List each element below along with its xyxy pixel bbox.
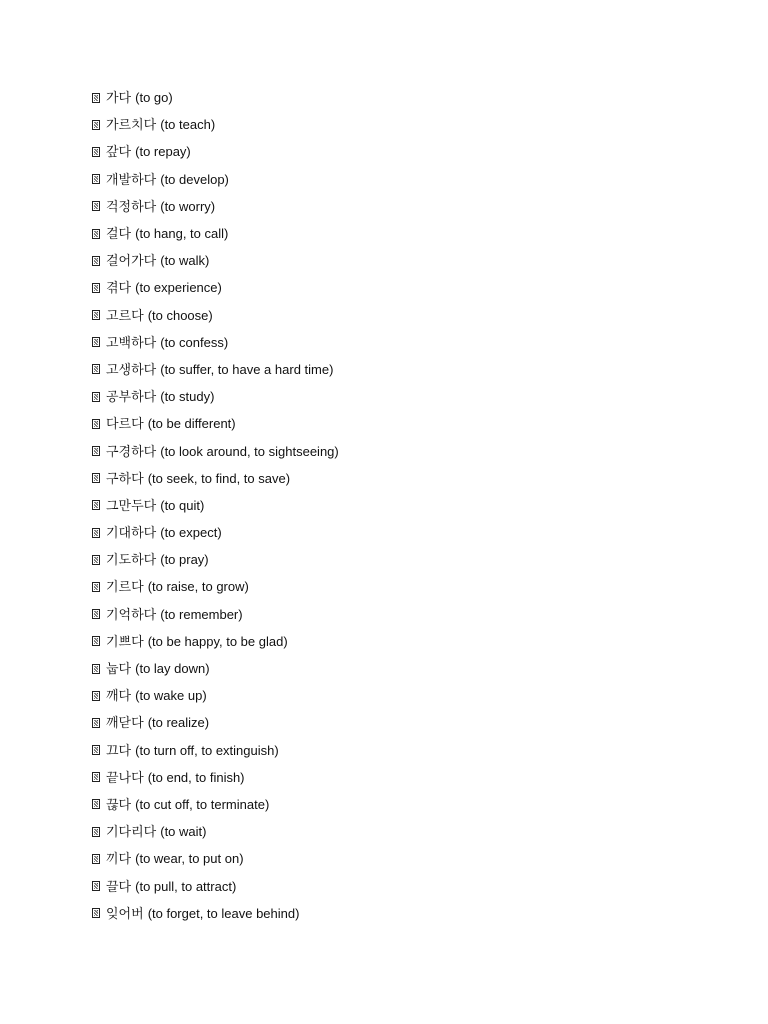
korean-term: 기르다 [106, 579, 144, 595]
korean-term: 끝나다 [106, 769, 144, 785]
english-gloss: (to end, to finish) [147, 769, 245, 785]
english-gloss: (to walk) [160, 253, 210, 269]
korean-term: 잊어버 [106, 905, 144, 921]
korean-term: 갚다 [106, 144, 132, 160]
missing-glyph-bullet-icon [92, 582, 100, 592]
korean-term: 고르다 [106, 307, 144, 323]
korean-term: 고백하다 [106, 334, 157, 350]
korean-term: 구경하다 [106, 443, 157, 459]
korean-term: 가르치다 [106, 117, 157, 133]
list-item [92, 546, 339, 573]
korean-term: 겪다 [106, 280, 132, 296]
korean-term: 구하다 [106, 470, 144, 486]
english-gloss: (to choose) [147, 307, 213, 323]
english-gloss: (to realize) [147, 715, 210, 731]
missing-glyph-bullet-icon [92, 446, 100, 456]
english-gloss: (to hang, to call) [135, 226, 229, 242]
korean-term: 기도하다 [106, 552, 157, 568]
english-gloss: (to wake up) [135, 688, 207, 704]
list-item [92, 410, 339, 437]
korean-term: 기쁘다 [106, 633, 144, 649]
list-item [92, 900, 339, 927]
list-item [92, 247, 339, 274]
list-item [92, 166, 339, 193]
english-gloss: (to suffer, to have a hard time) [160, 361, 334, 377]
korean-term: 끄다 [106, 742, 132, 758]
list-item [92, 356, 339, 383]
missing-glyph-bullet-icon [92, 664, 100, 674]
english-gloss: (to look around, to sightseeing) [160, 443, 339, 459]
korean-term: 기대하다 [106, 525, 157, 541]
missing-glyph-bullet-icon [92, 310, 100, 320]
list-item [92, 383, 339, 410]
korean-term: 걱정하다 [106, 198, 157, 214]
english-gloss: (to raise, to grow) [147, 579, 249, 595]
missing-glyph-bullet-icon [92, 337, 100, 347]
english-gloss: (to go) [135, 90, 173, 106]
list-item [92, 138, 339, 165]
english-gloss: (to forget, to leave behind) [147, 905, 300, 921]
list-item [92, 709, 339, 736]
korean-term: 걸다 [106, 226, 132, 242]
english-gloss: (to pull, to attract) [135, 878, 237, 894]
missing-glyph-bullet-icon [92, 392, 100, 402]
list-item [92, 791, 339, 818]
english-gloss: (to be different) [147, 416, 236, 432]
english-gloss: (to pray) [160, 552, 209, 568]
missing-glyph-bullet-icon [92, 799, 100, 809]
korean-term: 걸어가다 [106, 253, 157, 269]
vocabulary-list [92, 84, 339, 927]
list-item [92, 220, 339, 247]
missing-glyph-bullet-icon [92, 528, 100, 538]
korean-term: 깨닫다 [106, 715, 144, 731]
missing-glyph-bullet-icon [92, 473, 100, 483]
korean-term: 눕다 [106, 661, 132, 677]
list-item [92, 628, 339, 655]
list-item [92, 465, 339, 492]
english-gloss: (to experience) [135, 280, 222, 296]
english-gloss: (to cut off, to terminate) [135, 796, 270, 812]
missing-glyph-bullet-icon [92, 881, 100, 891]
korean-term: 공부하다 [106, 389, 157, 405]
missing-glyph-bullet-icon [92, 364, 100, 374]
missing-glyph-bullet-icon [92, 691, 100, 701]
list-item [92, 601, 339, 628]
list-item [92, 84, 339, 111]
missing-glyph-bullet-icon [92, 908, 100, 918]
missing-glyph-bullet-icon [92, 120, 100, 130]
list-item [92, 682, 339, 709]
missing-glyph-bullet-icon [92, 229, 100, 239]
missing-glyph-bullet-icon [92, 174, 100, 184]
missing-glyph-bullet-icon [92, 201, 100, 211]
missing-glyph-bullet-icon [92, 93, 100, 103]
list-item [92, 193, 339, 220]
list-item [92, 655, 339, 682]
missing-glyph-bullet-icon [92, 854, 100, 864]
list-item [92, 329, 339, 356]
korean-term: 끌다 [106, 878, 132, 894]
korean-term: 깨다 [106, 688, 132, 704]
missing-glyph-bullet-icon [92, 718, 100, 728]
missing-glyph-bullet-icon [92, 256, 100, 266]
list-item [92, 274, 339, 301]
english-gloss: (to wear, to put on) [135, 851, 244, 867]
korean-term: 끊다 [106, 796, 132, 812]
korean-term: 기다리다 [106, 824, 157, 840]
list-item [92, 437, 339, 464]
english-gloss: (to expect) [160, 525, 222, 541]
english-gloss: (to be happy, to be glad) [147, 633, 288, 649]
english-gloss: (to wait) [160, 824, 207, 840]
korean-term: 개발하다 [106, 171, 157, 187]
missing-glyph-bullet-icon [92, 500, 100, 510]
english-gloss: (to develop) [160, 171, 229, 187]
korean-term: 끼다 [106, 851, 132, 867]
korean-term: 그만두다 [106, 497, 157, 513]
missing-glyph-bullet-icon [92, 609, 100, 619]
english-gloss: (to remember) [160, 606, 243, 622]
list-item [92, 845, 339, 872]
missing-glyph-bullet-icon [92, 283, 100, 293]
list-item [92, 111, 339, 138]
missing-glyph-bullet-icon [92, 636, 100, 646]
korean-term: 가다 [106, 90, 132, 106]
missing-glyph-bullet-icon [92, 772, 100, 782]
english-gloss: (to lay down) [135, 661, 210, 677]
missing-glyph-bullet-icon [92, 147, 100, 157]
english-gloss: (to worry) [160, 198, 216, 214]
english-gloss: (to seek, to find, to save) [147, 470, 291, 486]
english-gloss: (to repay) [135, 144, 191, 160]
list-item [92, 492, 339, 519]
missing-glyph-bullet-icon [92, 745, 100, 755]
list-item [92, 764, 339, 791]
list-item [92, 818, 339, 845]
korean-term: 기억하다 [106, 606, 157, 622]
english-gloss: (to confess) [160, 334, 229, 350]
korean-term: 다르다 [106, 416, 144, 432]
list-item [92, 872, 339, 899]
english-gloss: (to turn off, to extinguish) [135, 742, 279, 758]
korean-term: 고생하다 [106, 361, 157, 377]
list-item [92, 573, 339, 600]
english-gloss: (to study) [160, 389, 215, 405]
missing-glyph-bullet-icon [92, 827, 100, 837]
english-gloss: (to quit) [160, 497, 205, 513]
missing-glyph-bullet-icon [92, 419, 100, 429]
list-item [92, 519, 339, 546]
list-item [92, 302, 339, 329]
missing-glyph-bullet-icon [92, 555, 100, 565]
list-item [92, 737, 339, 764]
english-gloss: (to teach) [160, 117, 216, 133]
